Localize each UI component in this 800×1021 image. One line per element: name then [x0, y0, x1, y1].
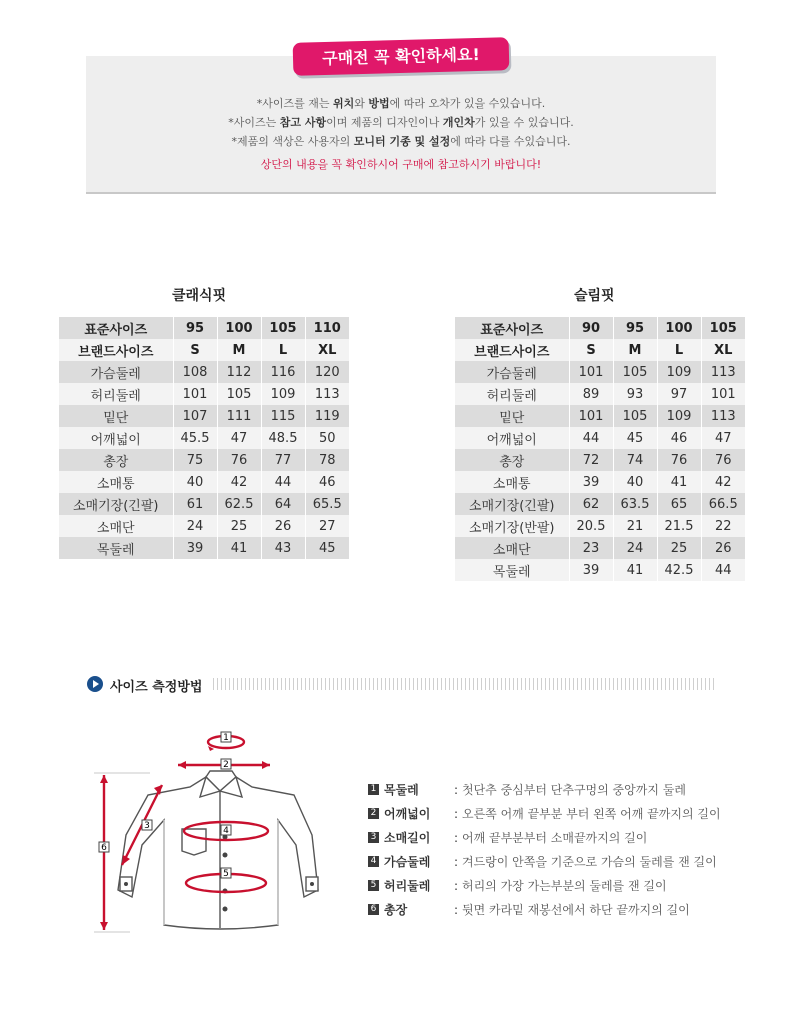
- table-cell: 48.5: [261, 427, 305, 449]
- notice-text: [86, 94, 716, 174]
- table-cell: 109: [261, 383, 305, 405]
- row-label: 소매기장(반팔): [455, 515, 569, 537]
- table-cell: 108: [173, 361, 217, 383]
- table-cell: 116: [261, 361, 305, 383]
- legend-number: 5: [368, 880, 379, 891]
- legend-item: 5 허리둘레 : 허리의 가장 가는부분의 둘레를 잰 길이: [368, 877, 667, 893]
- legend-desc: 오른쪽 어깨 끝부분 부터 왼쪽 어깨 끝까지의 길이: [462, 807, 721, 821]
- table-cell: 76: [657, 449, 701, 471]
- table-cell: 26: [261, 515, 305, 537]
- table-row: [59, 405, 349, 427]
- table-cell: 100: [657, 317, 701, 339]
- table-cell: 39: [569, 559, 613, 581]
- legend-name: 목둘레: [384, 783, 419, 797]
- table-cell: 26: [701, 537, 745, 559]
- table-cell: 40: [173, 471, 217, 493]
- table-cell: L: [261, 339, 305, 361]
- table-cell: 119: [305, 405, 349, 427]
- table-row: [455, 493, 745, 515]
- classic-fit-title: 클래식핏: [172, 288, 227, 304]
- table-row: [455, 405, 745, 427]
- table-cell: L: [657, 339, 701, 361]
- table-row: [59, 493, 349, 515]
- row-label: 가슴둘레: [455, 361, 569, 383]
- table-cell: 76: [701, 449, 745, 471]
- table-cell: 27: [305, 515, 349, 537]
- table-cell: 41: [613, 559, 657, 581]
- table-header-row: [455, 317, 745, 339]
- table-header-row: [59, 317, 349, 339]
- table-cell: 74: [613, 449, 657, 471]
- row-label: 소매기장(긴팔): [455, 493, 569, 515]
- slim-fit-title: 슬림핏: [574, 288, 615, 304]
- table-cell: 62.5: [217, 493, 261, 515]
- table-cell: 90: [569, 317, 613, 339]
- table-cell: 44: [569, 427, 613, 449]
- table-cell: 39: [569, 471, 613, 493]
- table-cell: M: [613, 339, 657, 361]
- legend-number: 2: [368, 808, 379, 819]
- row-label: 목둘레: [59, 537, 173, 559]
- table-cell: 77: [261, 449, 305, 471]
- legend-name: 소매길이: [384, 831, 431, 845]
- table-cell: 101: [569, 361, 613, 383]
- table-cell: 23: [569, 537, 613, 559]
- table-row: [59, 449, 349, 471]
- row-label: 가슴둘레: [59, 361, 173, 383]
- table-cell: 120: [305, 361, 349, 383]
- table-cell: 95: [613, 317, 657, 339]
- table-cell: S: [569, 339, 613, 361]
- legend-number: 4: [368, 856, 379, 867]
- table-cell: 63.5: [613, 493, 657, 515]
- table-cell: 110: [305, 317, 349, 339]
- row-label: 어깨넓이: [59, 427, 173, 449]
- row-label: 어깨넓이: [455, 427, 569, 449]
- legend-desc: 첫단추 중심부터 단추구멍의 중앙까지 둘레: [462, 783, 686, 797]
- table-row: [59, 471, 349, 493]
- notice-line-3: *제품의 색상은 사용자의 모니터 기종 및 설정에 따라 다를 수있습니다.: [231, 135, 571, 148]
- table-cell: 101: [173, 383, 217, 405]
- table-header-row: [59, 339, 349, 361]
- table-cell: 113: [701, 405, 745, 427]
- table-row: [455, 427, 745, 449]
- shirt-diagram: [90, 725, 350, 940]
- table-row: [455, 449, 745, 471]
- legend-desc: 뒷면 카라밑 재봉선에서 하단 끝까지의 길이: [462, 903, 690, 917]
- table-cell: 109: [657, 361, 701, 383]
- table-cell: 78: [305, 449, 349, 471]
- table-cell: XL: [305, 339, 349, 361]
- table-cell: 113: [305, 383, 349, 405]
- table-cell: 50: [305, 427, 349, 449]
- row-label: 표준사이즈: [59, 317, 173, 339]
- notice-line-1: *사이즈를 재는 위치와 방법에 따라 오차가 있을 수있습니다.: [256, 97, 546, 110]
- row-label: 표준사이즈: [455, 317, 569, 339]
- row-label: 소매단: [59, 515, 173, 537]
- table-row: [455, 471, 745, 493]
- legend-name: 어깨넓이: [384, 807, 431, 821]
- table-cell: 42: [217, 471, 261, 493]
- table-cell: 47: [217, 427, 261, 449]
- section-arrow-icon: [87, 676, 103, 692]
- table-cell: 45: [613, 427, 657, 449]
- table-cell: 72: [569, 449, 613, 471]
- table-cell: 105: [613, 361, 657, 383]
- table-row: [455, 515, 745, 537]
- table-cell: 66.5: [701, 493, 745, 515]
- notice-badge: 구매전 꼭 확인하세요!: [293, 37, 510, 76]
- table-row: [59, 361, 349, 383]
- table-cell: 93: [613, 383, 657, 405]
- table-cell: 62: [569, 493, 613, 515]
- row-label: 목둘레: [455, 559, 569, 581]
- row-label: 허리둘레: [59, 383, 173, 405]
- legend-desc: 허리의 가장 가는부분의 둘레를 잰 길이: [462, 879, 667, 893]
- table-cell: 40: [613, 471, 657, 493]
- section-title: 사이즈 측정방법: [110, 680, 203, 695]
- table-cell: 44: [261, 471, 305, 493]
- table-cell: 24: [613, 537, 657, 559]
- row-label: 소매기장(긴팔): [59, 493, 173, 515]
- table-cell: M: [217, 339, 261, 361]
- table-cell: 24: [173, 515, 217, 537]
- table-cell: 75: [173, 449, 217, 471]
- svg-text:6: 6: [101, 843, 107, 853]
- row-label: 소매통: [455, 471, 569, 493]
- row-label: 밑단: [455, 405, 569, 427]
- table-cell: 20.5: [569, 515, 613, 537]
- table-cell: 25: [657, 537, 701, 559]
- legend-item: 6 총장 : 뒷면 카라밑 재봉선에서 하단 끝까지의 길이: [368, 901, 690, 917]
- legend-item: 4 가슴둘레 : 겨드랑이 안쪽을 기준으로 가슴의 둘레를 잰 길이: [368, 853, 717, 869]
- legend-name: 총장: [384, 903, 408, 917]
- row-label: 브랜드사이즈: [455, 339, 569, 361]
- table-header-row: [455, 339, 745, 361]
- table-cell: 105: [261, 317, 305, 339]
- table-cell: 100: [217, 317, 261, 339]
- table-cell: XL: [701, 339, 745, 361]
- table-row: [455, 559, 745, 581]
- table-row: [59, 427, 349, 449]
- table-cell: 61: [173, 493, 217, 515]
- legend-number: 1: [368, 784, 379, 795]
- row-label: 소매통: [59, 471, 173, 493]
- table-cell: 101: [569, 405, 613, 427]
- svg-text:5: 5: [223, 869, 229, 879]
- table-cell: 115: [261, 405, 305, 427]
- table-cell: 22: [701, 515, 745, 537]
- table-row: [455, 361, 745, 383]
- table-cell: 113: [701, 361, 745, 383]
- legend-desc: 겨드랑이 안쪽을 기준으로 가슴의 둘레를 잰 길이: [462, 855, 717, 869]
- table-cell: 105: [217, 383, 261, 405]
- table-cell: 95: [173, 317, 217, 339]
- table-cell: 107: [173, 405, 217, 427]
- table-cell: 21.5: [657, 515, 701, 537]
- table-row: [59, 383, 349, 405]
- table-row: [59, 515, 349, 537]
- table-cell: 43: [261, 537, 305, 559]
- table-cell: 41: [217, 537, 261, 559]
- legend-item: 3 소매길이 : 어깨 끝부분부터 소매끝까지의 길이: [368, 829, 647, 845]
- table-cell: 109: [657, 405, 701, 427]
- legend-desc: 어깨 끝부분부터 소매끝까지의 길이: [462, 831, 648, 845]
- table-cell: 65.5: [305, 493, 349, 515]
- row-label: 총장: [455, 449, 569, 471]
- table-cell: 44: [701, 559, 745, 581]
- table-cell: 105: [701, 317, 745, 339]
- legend-item: 1 목둘레 : 첫단추 중심부터 단추구멍의 중앙까지 둘레: [368, 781, 686, 797]
- table-cell: 25: [217, 515, 261, 537]
- slim-size-table: [455, 317, 745, 581]
- table-cell: 76: [217, 449, 261, 471]
- table-cell: 42.5: [657, 559, 701, 581]
- table-cell: 42: [701, 471, 745, 493]
- table-cell: 45.5: [173, 427, 217, 449]
- legend-name: 가슴둘레: [384, 855, 431, 869]
- table-row: [455, 537, 745, 559]
- row-label: 소매단: [455, 537, 569, 559]
- legend-number: 3: [368, 832, 379, 843]
- row-label: 브랜드사이즈: [59, 339, 173, 361]
- table-cell: 89: [569, 383, 613, 405]
- svg-text:3: 3: [144, 821, 150, 831]
- classic-size-table: [59, 317, 349, 559]
- table-cell: 65: [657, 493, 701, 515]
- table-cell: 47: [701, 427, 745, 449]
- svg-text:4: 4: [223, 826, 229, 836]
- svg-text:1: 1: [223, 733, 229, 743]
- table-cell: 105: [613, 405, 657, 427]
- table-cell: S: [173, 339, 217, 361]
- table-cell: 111: [217, 405, 261, 427]
- table-cell: 64: [261, 493, 305, 515]
- table-cell: 21: [613, 515, 657, 537]
- row-label: 밑단: [59, 405, 173, 427]
- table-cell: 101: [701, 383, 745, 405]
- table-cell: 46: [305, 471, 349, 493]
- row-label: 허리둘레: [455, 383, 569, 405]
- table-cell: 97: [657, 383, 701, 405]
- row-label: 총장: [59, 449, 173, 471]
- table-cell: 41: [657, 471, 701, 493]
- shirt-outline: [118, 771, 318, 929]
- table-cell: 46: [657, 427, 701, 449]
- notice-line-2: *사이즈는 참고 사항이며 제품의 디자인이나 개인차가 있을 수 있습니다.: [228, 116, 574, 129]
- table-cell: 39: [173, 537, 217, 559]
- table-cell: 45: [305, 537, 349, 559]
- svg-text:2: 2: [223, 760, 229, 770]
- table-row: [455, 383, 745, 405]
- notice-line-4: 상단의 내용을 꼭 확인하시어 구매에 참고하시기 바랍니다!: [260, 158, 542, 171]
- legend-name: 허리둘레: [384, 879, 431, 893]
- table-row: [59, 537, 349, 559]
- table-cell: 112: [217, 361, 261, 383]
- section-divider: [213, 678, 715, 690]
- legend-item: 2 어깨넓이 : 오른쪽 어깨 끝부분 부터 왼쪽 어깨 끝까지의 길이: [368, 805, 721, 821]
- legend-number: 6: [368, 904, 379, 915]
